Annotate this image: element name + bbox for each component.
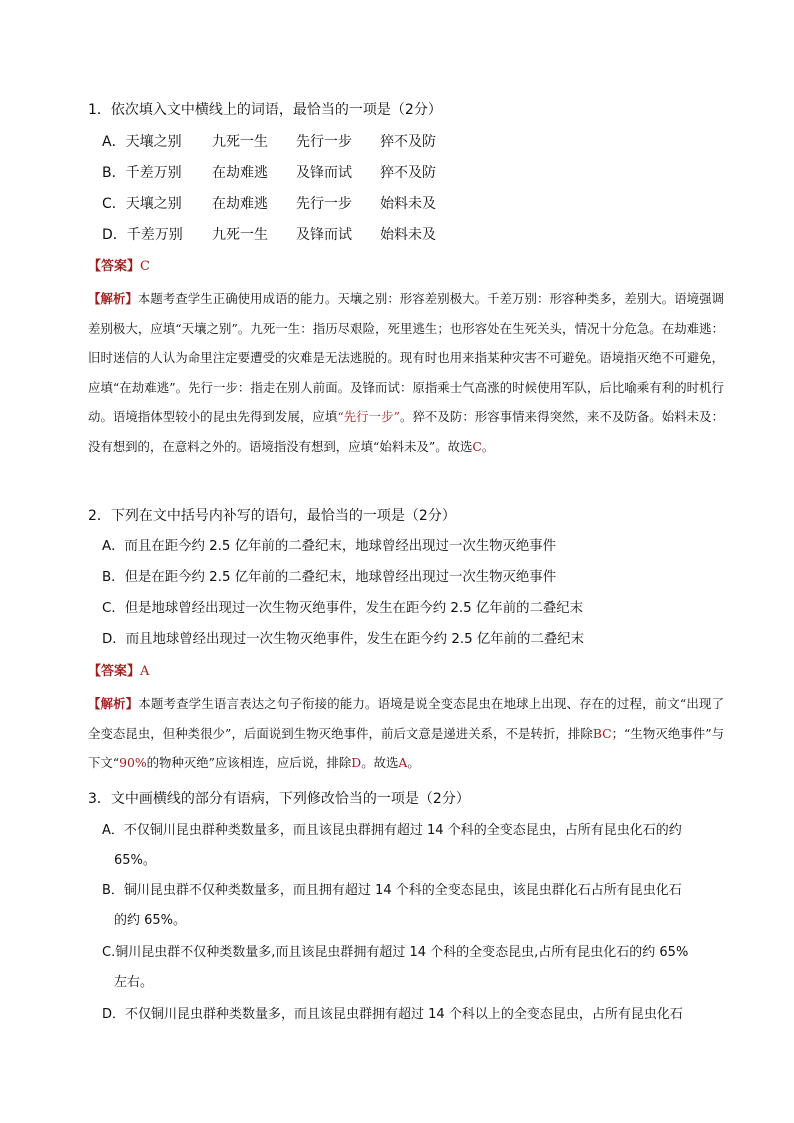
analysis-highlight: 90% <box>119 755 147 771</box>
option-c-word-2: 在劫难逃 <box>212 196 268 212</box>
analysis-text: 。 <box>481 438 495 454</box>
answer-value: A <box>140 664 150 679</box>
option-c-word-4: 始料未及 <box>380 196 436 212</box>
option-text: A．不仅铜川昆虫群种类数量多，而且该昆虫群拥有超过 14 个科的全变态昆虫，占所有昆虫化石的约 <box>102 823 682 838</box>
analysis-highlight: C <box>472 438 482 454</box>
analysis-highlight: BC <box>592 725 612 741</box>
analysis-text: ；“生物灭绝事件”与下文“ <box>88 725 724 771</box>
analysis-tag: 【解析】 <box>88 696 139 711</box>
option-d-word-1: D．千差万别 <box>102 227 183 243</box>
analysis-text: 本题考查学生语言表达之句子衔接的能力。语境是说全变态昆虫在地球上出现、存在的过程，前文“出现了全变态昆虫，但种类很少”，后面说到生物灭绝事件，前后文意是递进关系，不是转折，排除 <box>88 696 724 741</box>
question-1-stem: 1．依次填入文中横线上的词语，最恰当的一项是（2分） <box>88 102 442 118</box>
analysis-highlight: “先行一步” <box>337 409 400 425</box>
question-1-option-b <box>102 163 460 183</box>
question-2-stem: 2．下列在文中括号内补写的语句，最恰当的一项是（2分） <box>88 508 456 524</box>
question-2-answer <box>88 662 149 682</box>
question-1-answer <box>88 257 150 277</box>
question-2-option-a: A．而且在距今约 2.5 亿年前的二叠纪末，地球曾经出现过一次生物灭绝事件 <box>102 539 557 554</box>
option-d-word-4: 始料未及 <box>380 227 436 243</box>
question-3-option-a <box>102 816 726 876</box>
question-1-option-c <box>102 194 460 214</box>
option-c-word-3: 先行一步 <box>296 196 352 212</box>
option-text-continued: 左右。 <box>114 975 154 990</box>
question-3-option-d <box>102 1000 726 1030</box>
option-b-word-2: 在劫难逃 <box>212 165 268 181</box>
analysis-tag: 【解析】 <box>88 291 138 306</box>
analysis-text: 。猝不及防：形容事情来得突然，来不及防备。始料未及：没有想到的，在意料之外的。语境指没有想到，应填“始料未及”。故选 <box>88 409 725 454</box>
question-3-stem: 3．文中画横线的部分有语病，下列修改恰当的一项是（2分） <box>88 791 470 807</box>
option-c-word-1: C．天壤之别 <box>102 196 182 212</box>
option-text-continued: 65%。 <box>114 853 156 868</box>
analysis-text: 。 <box>407 755 420 771</box>
option-text: C.铜川昆虫群不仅种类数量多,而且该昆虫群拥有超过 14 个科的全变态昆虫,占所有昆虫化石的约 65% <box>102 945 689 960</box>
question-2-analysis <box>88 689 724 778</box>
question-1-analysis <box>88 284 724 462</box>
question-1-option-a <box>102 132 460 152</box>
option-text: B．铜川昆虫群不仅种类数量多，而且拥有超过 14 个科的全变态昆虫，该昆虫群化石占所有昆虫化石 <box>102 883 682 898</box>
answer-tag: 【答案】 <box>88 664 141 679</box>
option-d-word-2: 九死一生 <box>212 227 268 243</box>
option-b-word-3: 及锋而试 <box>296 165 352 181</box>
option-d-word-3: 及锋而试 <box>296 227 352 243</box>
analysis-highlight: A <box>398 755 408 771</box>
analysis-text: 的物种灭绝”应该相连，应后说，排除 <box>146 755 352 771</box>
option-text: D．不仅铜川昆虫群种类数量多，而且该昆虫群拥有超过 14 个科以上的全变态昆虫，占所有昆虫化石 <box>102 1007 683 1022</box>
answer-tag: 【答案】 <box>88 259 141 274</box>
option-a-word-3: 先行一步 <box>296 134 352 150</box>
analysis-text: 本题考查学生正确使用成语的能力。天壤之别：形容差别极大。千差万别：形容种类多，差别大。语境强调差别极大，应填“天壤之别”。九死一生：指历尽艰险，死里逃生；也形容处在生死关头，情况十分危急。在劫难逃：旧时迷信的人认为命里注定要遭受的灾难是无法逃脱的。现有时也用来指某种灾害不可避免。语境指灭绝不可避免，应填“在劫难逃”。先行一步：指走在别人前面。及锋而试：原指乘士气高涨的时候使用军队，后比喻乘有利的时机行动。语境指体型较小的昆虫先得到发展，应填 <box>88 291 725 425</box>
answer-value: C <box>140 259 150 274</box>
option-a-word-2: 九死一生 <box>212 134 268 150</box>
question-2-option-c: C．但是地球曾经出现过一次生物灭绝事件，发生在距今约 2.5 亿年前的二叠纪末 <box>102 601 584 616</box>
question-3-option-b <box>102 876 726 936</box>
question-2-option-b: B．但是在距今约 2.5 亿年前的二叠纪末，地球曾经出现过一次生物灭绝事件 <box>102 570 557 585</box>
option-text-continued: 的约 65%。 <box>114 913 187 928</box>
option-a-word-4: 猝不及防 <box>380 134 436 150</box>
option-a-word-1: A．天壤之别 <box>102 134 182 150</box>
option-b-word-1: B．千差万别 <box>102 165 182 181</box>
analysis-text: 。故选 <box>361 755 399 771</box>
question-3-option-c <box>102 938 726 998</box>
question-2-option-d: D．而且地球曾经出现过一次生物灭绝事件，发生在距今约 2.5 亿年前的二叠纪末 <box>102 632 585 647</box>
option-b-word-4: 猝不及防 <box>380 165 436 181</box>
analysis-highlight: D <box>351 755 362 771</box>
question-1-option-d <box>102 225 460 245</box>
